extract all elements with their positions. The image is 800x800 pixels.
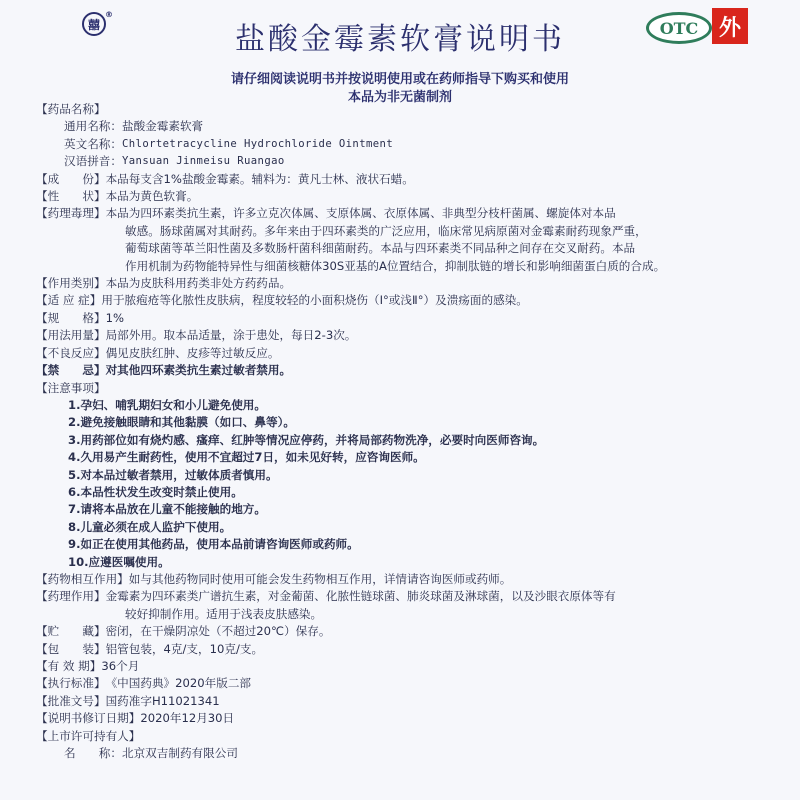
section-value: 密闭，在干燥阴凉处（不超过20℃）保存。 [105, 624, 331, 639]
precaution-item: 8.儿童必须在成人监护下使用。 [68, 519, 232, 534]
generic-name-row [36, 118, 776, 135]
section-indication [36, 292, 776, 309]
document-body [36, 101, 776, 762]
section-value: 用于脓疱疮等化脓性皮肤病，程度较轻的小面积烧伤（Ⅰ°或浅Ⅱ°）及溃疡面的感染。 [101, 293, 528, 308]
external-use-badge: 外 [712, 8, 748, 44]
subtitle-nonsterile: 本品为非无菌制剂 [347, 90, 452, 105]
field-label: 英文名称： [64, 136, 122, 151]
document-header [0, 0, 800, 105]
precaution-item: 2.避免接触眼睛和其他黏膜（如口、鼻等）。 [68, 415, 295, 430]
holder-name-row [36, 745, 776, 762]
section-label: 【规 格】 [36, 310, 106, 325]
section-label: 【药理作用】 [36, 589, 106, 604]
field-label: 名 称： [64, 746, 122, 761]
section-value-line: 葡萄球菌等革兰阳性菌及多数肠杆菌科细菌耐药。本品与四环素类不同品种之间存在交叉耐药。本品 [125, 241, 636, 256]
section-value-line: 作用机制为药物能特异性与细菌核糖体30S亚基的A位置结合，抑制肽链的增长和影响细菌蛋白质的合成。 [125, 258, 666, 273]
pinyin-name-value: Yansuan Jinmeisu Ruangao [121, 155, 285, 168]
otc-badge: OTC [646, 12, 712, 44]
precaution-item: 5.对本品过敏者禁用，过敏体质者慎用。 [68, 467, 278, 482]
document-title: 盐酸金霉素软膏说明书 [235, 22, 565, 57]
section-value: 铝管包装，4克/支，10克/支。 [105, 641, 264, 656]
section-spec [36, 310, 776, 327]
section-value: 本品为四环素类抗生素，许多立克次体属、支原体属、衣原体属、非典型分枝杆菌属、螺旋体对本品 [105, 206, 616, 221]
section-composition [36, 171, 776, 188]
section-holder [36, 728, 776, 745]
section-label: 【用法用量】 [36, 328, 106, 343]
section-label: 【作用类别】 [36, 276, 106, 291]
section-drug-name [36, 101, 776, 118]
section-label: 【成 份】 [36, 171, 106, 186]
section-label: 【有 效 期】 [36, 659, 102, 673]
section-label: 【执行标准】 [36, 676, 106, 691]
generic-name-value: 盐酸金霉素软膏 [121, 119, 204, 134]
section-revision [36, 710, 776, 727]
section-value: 局部外用。取本品适量，涂于患处，每日2-3次。 [105, 328, 357, 343]
section-value: 本品为皮肤科用药类非处方药药品。 [105, 276, 292, 291]
section-adverse [36, 345, 776, 362]
section-pharmacology [36, 588, 776, 605]
section-label: 【药物相互作用】 [36, 571, 129, 586]
section-validity [36, 658, 776, 675]
english-name-value: Chlortetracycline Hydrochloride Ointment [121, 137, 394, 150]
section-value-line: 敏感。肠球菌属对其耐药。多年来由于四环素类的广泛应用，临床常见病原菌对金霉素耐药现象严重， [125, 223, 647, 238]
section-label: 【上市许可持有人】 [36, 728, 141, 743]
section-contraindication [36, 362, 776, 379]
section-label: 【不良反应】 [36, 345, 106, 360]
section-value: 偶见皮肤红肿、皮疹等过敏反应。 [105, 345, 280, 360]
section-package [36, 641, 776, 658]
section-label: 【药理毒理】 [36, 206, 106, 221]
section-value: 金霉素为四环素类广谱抗生素，对金葡菌、化脓性链球菌、肺炎球菌及淋球菌，以及沙眼衣原体等有 [105, 589, 616, 604]
section-label: 【适 应 症】 [36, 293, 102, 308]
section-storage [36, 623, 776, 640]
section-character [36, 188, 776, 205]
section-label: 【包 装】 [36, 641, 106, 656]
precaution-item: 10.应遵医嘱使用。 [68, 554, 170, 569]
precaution-item: 4.久用易产生耐药性，使用不宜超过7日，如未见好转，应咨询医师。 [68, 450, 425, 465]
pinyin-name-row [36, 153, 776, 170]
section-value: 如与其他药物同时使用可能会发生药物相互作用，详情请咨询医师或药师。 [128, 571, 512, 586]
section-label: 【禁 忌】 [36, 363, 106, 378]
section-value: 2020年12月30日 [140, 711, 235, 726]
section-pharmacology-toxicology [36, 205, 776, 222]
section-value-line: 较好抑制作用。适用于浅表皮肤感染。 [125, 606, 323, 621]
section-standard [36, 675, 776, 692]
section-category [36, 275, 776, 292]
precaution-item: 9.如正在使用其他药品，使用本品前请咨询医师或药师。 [68, 537, 359, 552]
section-value: 《中国药典》2020年版二部 [105, 676, 252, 691]
field-label: 汉语拼音： [64, 154, 122, 169]
registered-mark: ® [105, 10, 113, 19]
section-approval [36, 693, 776, 710]
section-label: 【注意事项】 [36, 380, 106, 395]
precaution-item: 7.请将本品放在儿童不能接触的地方。 [68, 502, 266, 517]
section-label: 【贮 藏】 [36, 624, 106, 639]
section-value: 本品为黄色软膏。 [105, 189, 199, 204]
section-label: 【药品名称】 [36, 102, 106, 116]
english-name-row [36, 136, 776, 153]
section-interaction [36, 571, 776, 588]
section-value: 36个月 [101, 659, 140, 673]
precaution-item: 6.本品性状发生改变时禁止使用。 [68, 484, 243, 499]
section-value: 对其他四环素类抗生素过敏者禁用。 [105, 363, 292, 378]
field-label: 通用名称： [64, 119, 122, 134]
section-value: 国药准字H11021341 [105, 693, 220, 708]
holder-name-value: 北京双吉制药有限公司 [121, 746, 238, 761]
brand-logo-mark: 囍 [87, 17, 100, 32]
section-usage [36, 327, 776, 344]
subtitle-instructions: 请仔细阅读说明书并按说明使用或在药师指导下购买和使用 [230, 72, 569, 87]
section-label: 【批准文号】 [36, 693, 106, 708]
section-label: 【说明书修订日期】 [36, 711, 141, 726]
section-value: 本品每支含1%盐酸金霉素。辅料为：黄凡士林、液状石蜡。 [105, 171, 414, 186]
precaution-item: 1.孕妇、哺乳期妇女和小儿避免使用。 [68, 397, 266, 412]
section-precautions [36, 380, 776, 397]
section-label: 【性 状】 [36, 189, 106, 204]
section-value: 1% [105, 310, 124, 325]
precaution-item: 3.用药部位如有烧灼感、瘙痒、红肿等情况应停药，并将局部药物洗净，必要时向医师咨询。 [68, 432, 545, 447]
